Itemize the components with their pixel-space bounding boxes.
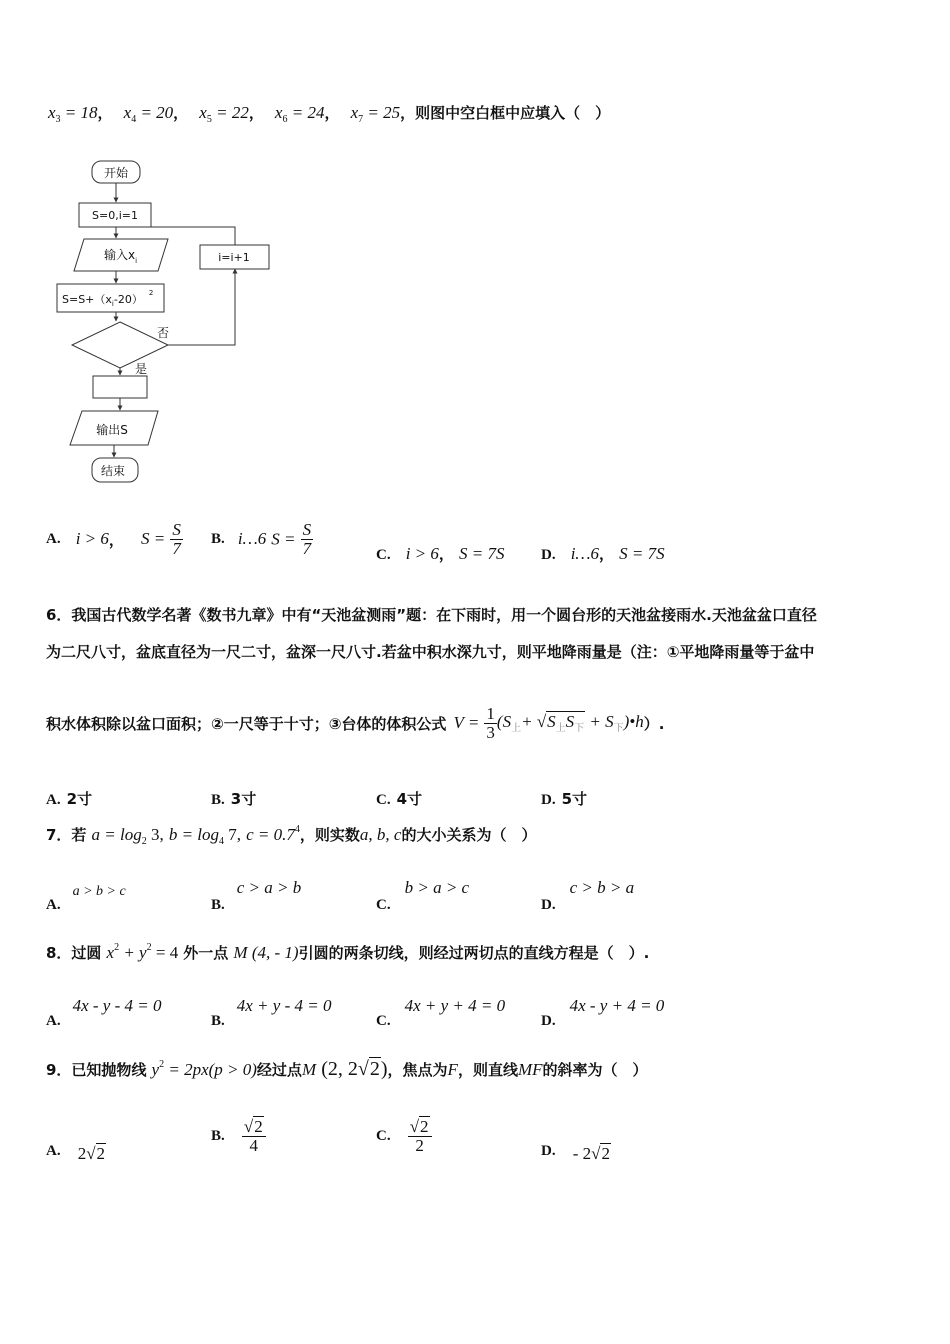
q5-option-a[interactable]: A. i > 6， S = $\frac{S}{7}$ bbox=[46, 520, 181, 558]
q5-prompt-tail: ，则图中空白框中应填入（ ） bbox=[400, 104, 611, 122]
q8-option-d[interactable]: D.4x - y + 4 = 0 bbox=[541, 996, 665, 1029]
q5-option-b[interactable]: B. i…6 S = $\frac{S}{7}$ bbox=[211, 520, 312, 558]
q5-option-c[interactable]: C. i > 6， S = 7S bbox=[376, 544, 505, 563]
x6-value: $x_6 = 24$ bbox=[274, 103, 325, 125]
q8-option-c[interactable]: C.4x + y + 4 = 0 bbox=[376, 996, 506, 1029]
q8-stem: 8．过圆 $x^2 + y^2 = 4$ 外一点 M (4, - 1)引圆的两条切线，则经过两切点的直线方程是（ ）. bbox=[46, 942, 650, 962]
q6-option-a[interactable]: A. 2寸 bbox=[46, 790, 93, 808]
flow-accum-label: $S=S+(x_i-20)$ $^2$ bbox=[62, 289, 154, 308]
q8-option-b[interactable]: B.4x + y - 4 = 0 bbox=[211, 996, 332, 1029]
flow-blank-box bbox=[93, 376, 147, 398]
q9-option-c[interactable]: C. $\frac{√2}{2}$ bbox=[376, 1118, 432, 1155]
q6-line-3: 积水体积除以盆口面积；②一尺等于十寸；③台体的体积公式 V = $\frac{1}{3}$ ($S_上+ √S_上S_下$ + $S_下)•h$）. bbox=[46, 704, 665, 742]
q5-values-line: $x_3 = 18$， $x_4 = 20$， $x_5 = 22$， $x_6 = 24$， $x_7 = 25$，则图中空白框中应填入（ ） bbox=[48, 103, 611, 125]
x7-value: $x_7 = 25$ bbox=[350, 103, 401, 125]
q9-option-b[interactable]: B. $\frac{√2}{4}$ bbox=[211, 1118, 266, 1155]
x5-value: $x_5 = 22$ bbox=[199, 103, 249, 125]
flow-input-label: 输入$x_i$ bbox=[104, 248, 138, 265]
flow-no-label: 否 bbox=[157, 326, 170, 340]
q7-option-d[interactable]: D.c > b > a bbox=[541, 878, 635, 913]
q7-option-b[interactable]: B.c > a > b bbox=[211, 878, 302, 913]
x4-value: $x_4 = 20$ bbox=[123, 103, 174, 125]
x3-value: $x_3 = 18$ bbox=[48, 103, 98, 125]
q9-option-d[interactable]: D. - 2√2 bbox=[541, 1143, 610, 1163]
flow-end-label: 结束 bbox=[100, 464, 126, 478]
flow-output-label: 输出S bbox=[96, 423, 128, 437]
q6-option-c[interactable]: C. 4寸 bbox=[376, 790, 423, 808]
q9-stem: 9．已知抛物线 $y^2 = 2px(p > 0)$经过点M (2, 2√2)，焦点为F，则直线MF的斜率为（ ） bbox=[46, 1058, 648, 1080]
q7-option-c[interactable]: C.b > a > c bbox=[376, 878, 470, 913]
flow-start-label: 开始 bbox=[103, 166, 129, 180]
flowchart bbox=[50, 155, 290, 495]
flow-decision bbox=[72, 322, 168, 368]
q9-option-a[interactable]: A. 2√2 bbox=[46, 1143, 106, 1163]
q6-line-2: 为二尺八寸，盆底直径为一尺二寸，盆深一尺八寸.若盆中积水深九寸，则平地降雨量是（注：①平地降雨量等于盆中 bbox=[46, 643, 815, 661]
flow-yes-label: 是 bbox=[135, 362, 148, 376]
flow-init-label: S=0,i=1 bbox=[92, 209, 138, 222]
q6-option-b[interactable]: B. 3寸 bbox=[211, 790, 257, 808]
q8-option-a[interactable]: A.4x - y - 4 = 0 bbox=[46, 996, 162, 1029]
q6-option-d[interactable]: D. 5寸 bbox=[541, 790, 588, 808]
q7-stem: 7．若 $a = \log_2 3$, $b = \log_4 7$, $c = 0.7^4$，则实数a, b, c的大小关系为（ ） bbox=[46, 824, 537, 847]
q5-option-d[interactable]: D. i…6， S = 7S bbox=[541, 544, 665, 563]
q7-option-a[interactable]: A.a > b > c bbox=[46, 884, 126, 913]
q6-line-1: 6．我国古代数学名著《数书九章》中有“天池盆测雨”题：在下雨时，用一个圆台形的天池盆接雨水.天池盆盆口直径 bbox=[46, 606, 817, 624]
q6-formula-fraction: $\frac{1}{3}$ bbox=[486, 704, 495, 742]
flow-incr-label: i=i+1 bbox=[218, 251, 250, 264]
